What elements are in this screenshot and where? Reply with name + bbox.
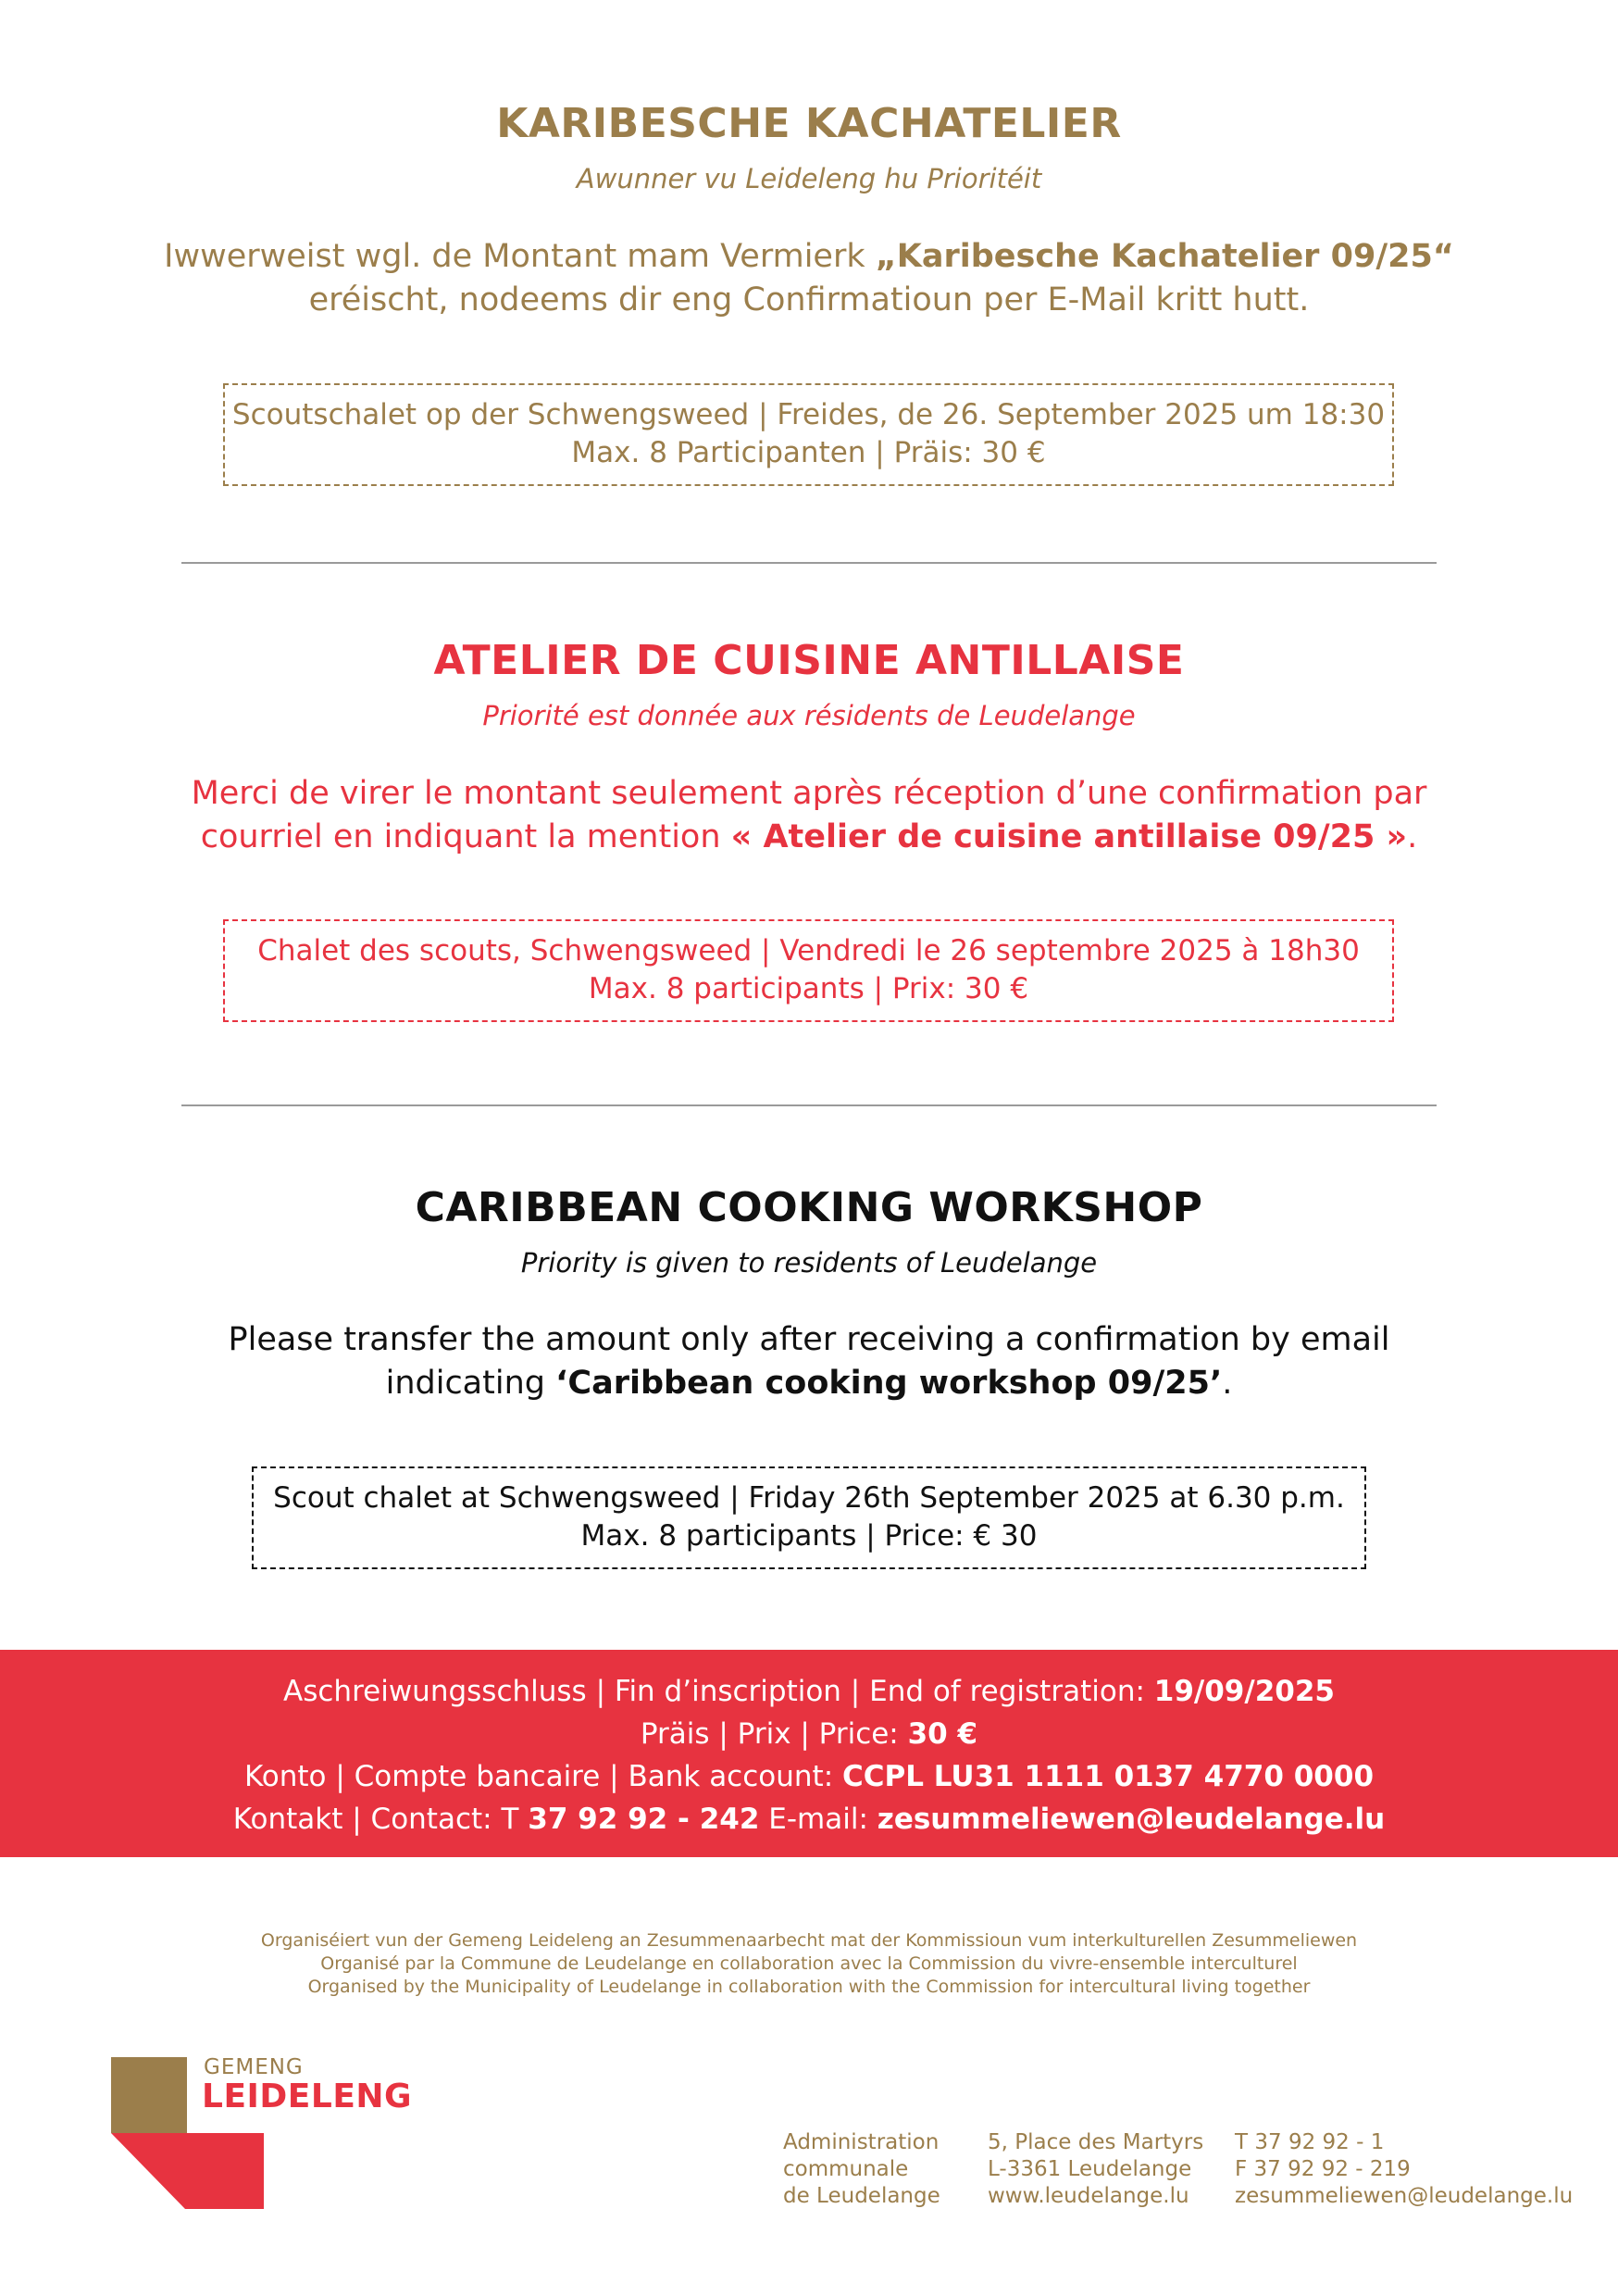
- footer-email-link[interactable]: zesummeliewen@leudelange.lu: [1235, 2184, 1574, 2208]
- registration-deadline-label: Aschreiwungsschluss | Fin d’inscription | End of registration:: [283, 1675, 1154, 1708]
- section-fr-info-line1: Chalet des scouts, Schwengsweed | Vendredi le 26 septembre 2025 à 18h30: [257, 934, 1360, 967]
- section-fr-text-end: .: [1407, 818, 1418, 855]
- footer-col1-line2: communale: [783, 2157, 909, 2181]
- footer-website-link[interactable]: www.leudelange.lu: [988, 2184, 1189, 2208]
- bank-account-label: Konto | Compte bancaire | Bank account:: [243, 1760, 842, 1793]
- footer-fax: F 37 92 92 - 219: [1235, 2157, 1411, 2181]
- footer-col1-line3: de Leudelange: [783, 2184, 940, 2208]
- price-value: 30 €: [907, 1717, 978, 1751]
- section-en-info-line2: Max. 8 participants | Price: € 30: [580, 1519, 1038, 1553]
- credit-line-lu: Organiséiert vun der Gemeng Leideleng an Zesummenaarbecht mat der Kommissioun vum interkulturellen Zesummeliewen: [260, 1930, 1358, 1951]
- registration-deadline-value: 19/09/2025: [1153, 1675, 1335, 1708]
- contact-email: zesummeliewen@leudelange.lu: [877, 1803, 1386, 1836]
- bank-account-line: [0, 1755, 1618, 1798]
- price-line: [0, 1713, 1618, 1755]
- logo-text-gemeng: GEMENG: [204, 2055, 304, 2079]
- section-lu-info-line1: Scoutschalet op der Schwengsweed | Freides, de 26. September 2025 um 18:30: [231, 398, 1386, 431]
- section-fr-reference: « Atelier de cuisine antillaise 09/25 »: [730, 818, 1408, 855]
- footer-address: [988, 2129, 1203, 2210]
- section-lu-reference: „Karibesche Kachatelier 09/25“: [875, 238, 1454, 275]
- section-en-subtitle: Priority is given to residents of Leudelange: [520, 1247, 1098, 1279]
- bank-account-value: CCPL LU31 1111 0137 4770 0000: [842, 1760, 1375, 1793]
- footer-contact: [1235, 2129, 1573, 2210]
- section-lu-info-box: [223, 383, 1394, 486]
- section-divider: [181, 1104, 1437, 1106]
- logo-gold-square: [111, 2057, 187, 2133]
- section-en-info-box: [252, 1466, 1366, 1569]
- section-en-info-line1: Scout chalet at Schwengsweed | Friday 26th September 2025 at 6.30 p.m.: [273, 1481, 1345, 1515]
- credit-line-en: Organised by the Municipality of Leudelange in collaboration with the Commission for intercultural living together: [307, 1977, 1311, 1997]
- credit-line-fr: Organisé par la Commune de Leudelange en collaboration avec la Commission du vivre-ensemble interculturel: [320, 1953, 1298, 1974]
- contact-phone: 37 92 92 - 242: [528, 1803, 760, 1836]
- logo-red-shape: [111, 2133, 264, 2209]
- email-label: E-mail:: [759, 1803, 877, 1836]
- section-en-text: [0, 1318, 1618, 1405]
- section-en-text-line2: indicating: [385, 1365, 556, 1402]
- section-fr-text-line1: Merci de virer le montant seulement après réception d’une confirmation par: [191, 775, 1427, 812]
- section-lu-subtitle: Awunner vu Leideleng hu Prioritéit: [576, 163, 1042, 194]
- section-fr-subtitle: Priorité est donnée aux résidents de Leudelange: [482, 700, 1136, 731]
- footer-city: L-3361 Leudelange: [988, 2157, 1192, 2181]
- section-divider: [181, 562, 1437, 564]
- section-lu-info-line2: Max. 8 Participanten | Präis: 30 €: [571, 436, 1046, 469]
- section-en-title: CARIBBEAN COOKING WORKSHOP: [415, 1184, 1203, 1231]
- section-en-reference: ‘Caribbean cooking workshop 09/25’: [555, 1365, 1223, 1402]
- footer-phone: T 37 92 92 - 1: [1235, 2130, 1385, 2154]
- footer-col1-line1: Administration: [783, 2130, 940, 2154]
- price-label: Präis | Prix | Price:: [640, 1717, 908, 1751]
- footer-administration: [783, 2129, 940, 2210]
- contact-line: [0, 1798, 1618, 1841]
- organiser-credits: [0, 1929, 1618, 1999]
- registration-deadline: [0, 1670, 1618, 1713]
- section-en-text-end: .: [1222, 1365, 1233, 1402]
- section-fr-title: ATELIER DE CUISINE ANTILLAISE: [433, 637, 1185, 684]
- registration-band: [0, 1650, 1618, 1857]
- section-en-text-line1: Please transfer the amount only after receiving a confirmation by email: [228, 1321, 1390, 1358]
- section-lu-text-line2: eréischt, nodeems dir eng Confirmatioun per E-Mail kritt hutt.: [308, 281, 1310, 318]
- section-fr-info-line2: Max. 8 participants | Prix: 30 €: [588, 972, 1029, 1005]
- footer-street: 5, Place des Martyrs: [988, 2130, 1204, 2154]
- section-fr-info-box: [223, 919, 1394, 1022]
- section-fr-text-line2: courriel en indiquant la mention: [200, 818, 731, 855]
- section-fr-text: [0, 772, 1618, 859]
- contact-label: Kontakt | Contact: T: [232, 1803, 529, 1836]
- section-lu-text-line1: Iwwerweist wgl. de Montant mam Vermierk: [164, 238, 876, 275]
- logo-text-leideleng: LEIDELENG: [202, 2078, 413, 2115]
- section-lu-title: KARIBESCHE KACHATELIER: [496, 100, 1122, 147]
- section-lu-text: [0, 235, 1618, 322]
